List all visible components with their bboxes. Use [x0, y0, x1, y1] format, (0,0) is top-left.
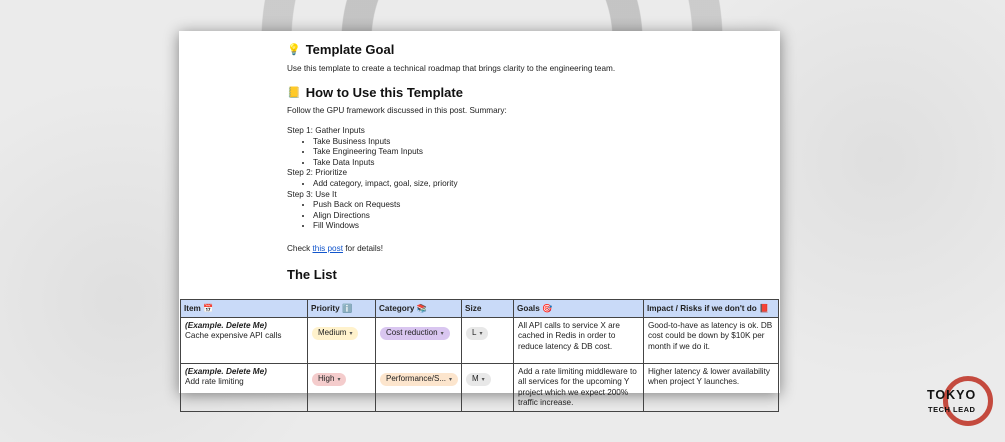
- size-chip[interactable]: [466, 327, 488, 340]
- step-2-item: • Add category, impact, goal, size, priority: [313, 179, 767, 190]
- document-page: [179, 31, 780, 407]
- steps-list: [287, 126, 767, 232]
- lightbulb-icon: 💡: [287, 44, 301, 56]
- tokyo-tech-lead-logo: [921, 376, 995, 428]
- check-suffix: for details!: [342, 244, 384, 253]
- list-heading: The List: [287, 267, 337, 282]
- category-chip[interactable]: [380, 373, 458, 386]
- howto-heading: [287, 85, 463, 100]
- step-1-item: • Take Business Inputs: [313, 137, 767, 148]
- step-1-item: • Take Data Inputs: [313, 158, 767, 169]
- dropdown-arrow-icon: ▾: [481, 377, 485, 383]
- header-category[interactable]: Category 📚: [376, 300, 462, 318]
- size-value: M: [472, 374, 479, 383]
- category-value: Performance/S...: [386, 374, 447, 383]
- item-text: Add rate limiting: [185, 377, 244, 387]
- step-3-item: • Align Directions: [313, 211, 767, 222]
- logo-line-2: TECH LEAD: [928, 405, 976, 414]
- header-item[interactable]: Item 📅: [181, 300, 308, 318]
- header-size[interactable]: Size: [462, 300, 514, 318]
- size-value: L: [472, 328, 477, 337]
- dropdown-arrow-icon: ▾: [449, 377, 453, 383]
- priority-chip[interactable]: [312, 327, 358, 340]
- step-3-item: • Push Back on Requests: [313, 200, 767, 211]
- category-chip[interactable]: [380, 327, 450, 340]
- step-2-label: Step 2: Prioritize: [287, 168, 348, 178]
- table-row: [181, 364, 779, 412]
- goal-title: Template Goal: [305, 42, 395, 57]
- goals-cell[interactable]: Add a rate limiting middleware to all services for the upcoming Y project which we expect 200% traffic increase.: [514, 364, 644, 412]
- logo-line-1: TOKYO: [927, 388, 977, 402]
- priority-value: High: [318, 374, 335, 383]
- item-cell[interactable]: [181, 318, 308, 364]
- goal-heading: [287, 42, 394, 57]
- header-goals[interactable]: Goals 🎯: [514, 300, 644, 318]
- table-header-row: [181, 300, 779, 318]
- example-label: (Example. Delete Me): [185, 367, 267, 376]
- dropdown-arrow-icon: ▾: [349, 331, 353, 337]
- step-1-item: • Take Engineering Team Inputs: [313, 147, 767, 158]
- notebook-icon: 📒: [287, 87, 301, 99]
- step-3-label: Step 3: Use It: [287, 189, 337, 199]
- impact-cell[interactable]: Good-to-have as latency is ok. DB cost could be down by $10K per month if we do it.: [644, 318, 779, 364]
- category-cell[interactable]: [376, 318, 462, 364]
- table-row: [181, 318, 779, 364]
- category-cell[interactable]: [376, 364, 462, 412]
- goals-cell[interactable]: All API calls to service X are cached in Redis in order to reduce latency & DB cost.: [514, 318, 644, 364]
- step-3-item: • Fill Windows: [313, 221, 767, 232]
- check-prefix: Check: [287, 244, 313, 253]
- check-line: [287, 244, 383, 253]
- item-cell[interactable]: [181, 364, 308, 412]
- priority-chip[interactable]: [312, 373, 346, 386]
- priority-cell[interactable]: [308, 364, 376, 412]
- dropdown-arrow-icon: ▾: [479, 331, 483, 337]
- header-impact[interactable]: Impact / Risks if we don't do 📕: [644, 300, 779, 318]
- roadmap-table: [180, 299, 779, 412]
- size-chip[interactable]: [466, 373, 491, 386]
- example-label: (Example. Delete Me): [185, 321, 267, 330]
- step-1-label: Step 1: Gather Inputs: [287, 126, 365, 135]
- header-priority[interactable]: Priority ℹ️: [308, 300, 376, 318]
- dropdown-arrow-icon: ▾: [440, 331, 444, 337]
- impact-cell[interactable]: Higher latency & lower availability when project Y launches.: [644, 364, 779, 412]
- goal-text: Use this template to create a technical roadmap that brings clarity to the engineering team.: [287, 64, 616, 73]
- dropdown-arrow-icon: ▾: [337, 377, 341, 383]
- item-text: Cache expensive API calls: [185, 331, 282, 341]
- howto-intro: Follow the GPU framework discussed in this post. Summary:: [287, 106, 507, 115]
- size-cell[interactable]: [462, 318, 514, 364]
- size-cell[interactable]: [462, 364, 514, 412]
- priority-value: Medium: [318, 328, 347, 337]
- howto-title: How to Use this Template: [305, 85, 463, 100]
- this-post-link[interactable]: this post: [312, 244, 343, 253]
- priority-cell[interactable]: [308, 318, 376, 364]
- category-value: Cost reduction: [386, 328, 438, 337]
